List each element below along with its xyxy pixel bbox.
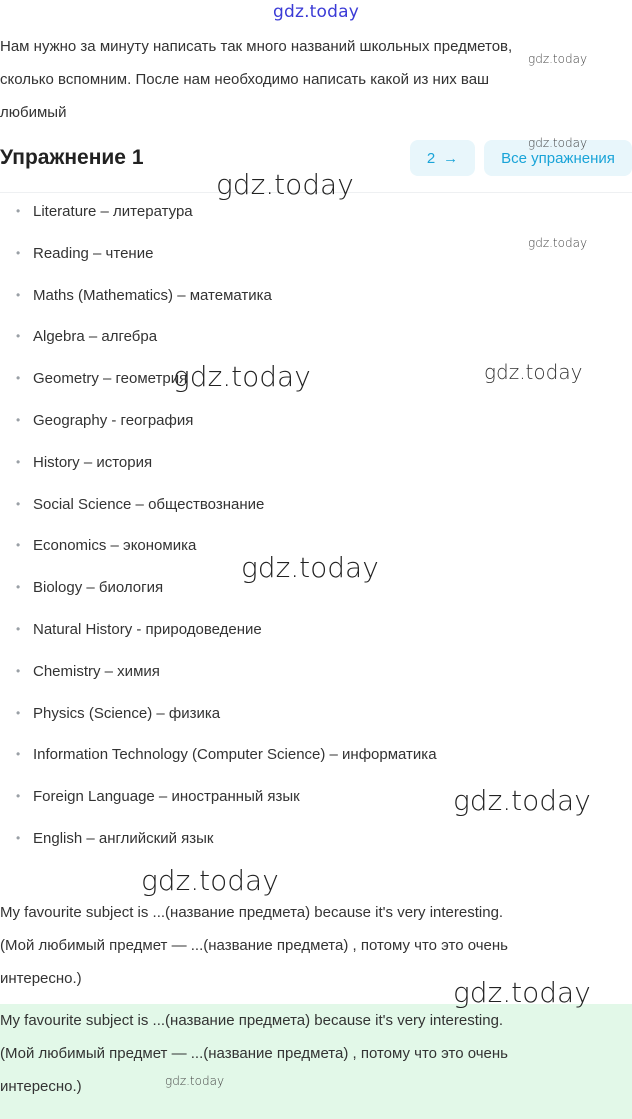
bullet-icon: •: [16, 789, 21, 804]
list-item: • Geography - география: [0, 400, 632, 442]
watermark: gdz.today: [173, 360, 311, 393]
answer-line: интересно.): [0, 970, 82, 987]
exercise-header: [0, 140, 632, 193]
list-item: • Information Technology (Computer Science) – информатика: [0, 734, 632, 776]
watermark: gdz.today: [453, 784, 591, 817]
bullet-icon: •: [16, 329, 21, 344]
watermark: gdz.today: [216, 168, 354, 201]
bullet-icon: •: [16, 245, 21, 260]
bullet-icon: •: [16, 454, 21, 469]
watermark: gdz.today: [484, 360, 583, 384]
list-item: • Economics – экономика: [0, 525, 632, 567]
bullet-icon: •: [16, 621, 21, 636]
bullet-icon: •: [16, 830, 21, 845]
answer-line: (Мой любимый предмет — ...(название предмета) , потому что это очень: [0, 1045, 508, 1062]
bullet-icon: •: [16, 705, 21, 720]
task-description: [0, 30, 600, 129]
next-exercise-button[interactable]: [410, 140, 475, 176]
list-item: • Literature – литература: [0, 191, 632, 233]
watermark: gdz.today: [141, 864, 279, 897]
answer-example: [0, 896, 632, 995]
list-item: • Maths (Mathematics) – математика: [0, 275, 632, 317]
arrow-right-icon: →: [443, 149, 459, 167]
next-exercise-label: 2: [426, 149, 436, 167]
list-item: • Algebra – алгебра: [0, 316, 632, 358]
site-logo[interactable]: gdz.today: [272, 2, 360, 22]
all-exercises-button[interactable]: Все упражнения: [484, 140, 632, 176]
answer-line: My favourite subject is ...(название предмета) because it's very interesting.: [0, 1012, 504, 1029]
subjects-list: [0, 191, 632, 860]
list-item: • Geometry – геометрия: [0, 358, 632, 400]
answer-line: (Мой любимый предмет — ...(название предмета) , потому что это очень: [0, 937, 508, 954]
list-item: • Reading – чтение: [0, 233, 632, 275]
list-item: • Physics (Science) – физика: [0, 693, 632, 735]
bullet-icon: •: [16, 371, 21, 386]
exercise-title: Упражнение 1: [0, 146, 144, 169]
watermark: gdz.today: [241, 551, 379, 584]
answer-line: интересно.): [0, 1078, 82, 1095]
bullet-icon: •: [16, 496, 21, 511]
bullet-icon: •: [16, 747, 21, 762]
watermark: gdz.today: [528, 52, 588, 66]
list-item: • Foreign Language – иностранный язык: [0, 776, 632, 818]
answer-line: My favourite subject is ...(название предмета) because it's very interesting.: [0, 904, 504, 921]
list-item: • English – английский язык: [0, 818, 632, 860]
bullet-icon: •: [16, 538, 21, 553]
watermark: gdz.today: [165, 1074, 225, 1088]
list-item: • History – история: [0, 442, 632, 484]
bullet-icon: •: [16, 580, 21, 595]
task-line: любимый: [0, 104, 67, 121]
watermark: gdz.today: [528, 136, 588, 150]
watermark: gdz.today: [528, 236, 588, 250]
list-item: • Chemistry – химия: [0, 651, 632, 693]
list-item: • Social Science – обществознание: [0, 484, 632, 526]
bullet-icon: •: [16, 412, 21, 427]
bullet-icon: •: [16, 663, 21, 678]
list-item: • Biology – биология: [0, 567, 632, 609]
list-item: • Natural History - природоведение: [0, 609, 632, 651]
bullet-icon: •: [16, 204, 21, 218]
bullet-icon: •: [16, 287, 21, 302]
answer-highlighted: [0, 1004, 632, 1119]
task-line: Нам нужно за минуту написать так много названий школьных предметов,: [0, 38, 513, 55]
task-line: сколько вспомним. После нам необходимо написать какой из них ваш: [0, 71, 490, 88]
watermark: gdz.today: [453, 976, 591, 1009]
